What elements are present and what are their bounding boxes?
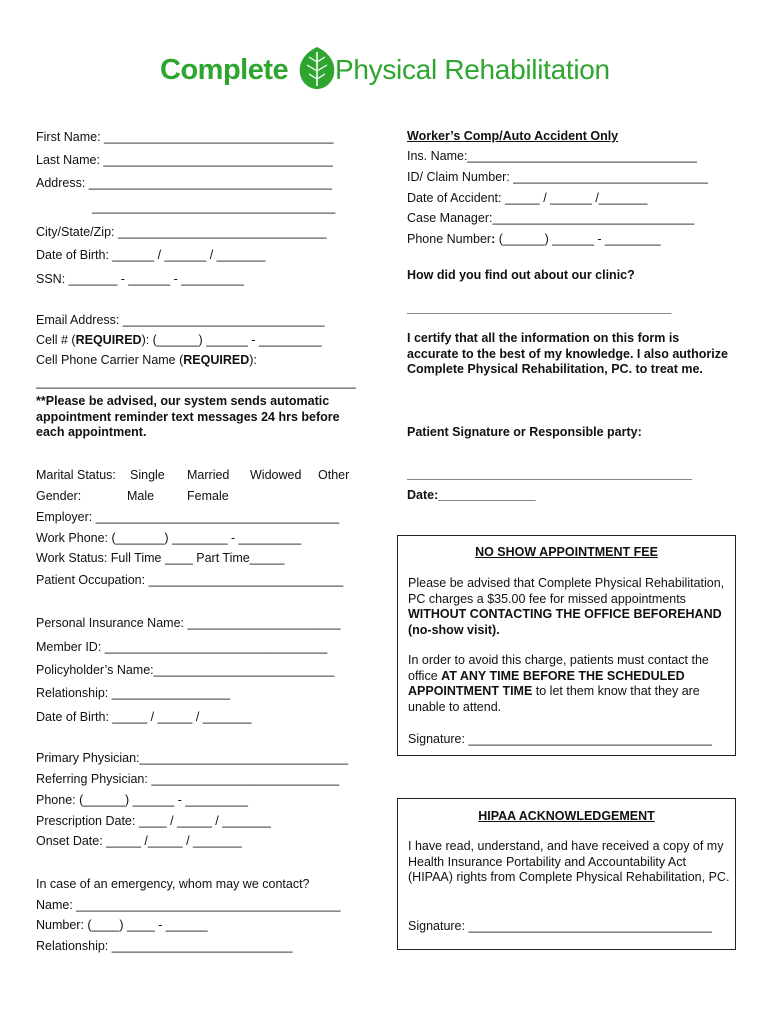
cell-label: Cell # ( [36,333,76,347]
no-show-paragraph-2 [408,653,730,715]
wc-insurance-name-field[interactable]: Ins. Name:_________________________________ [407,149,697,163]
member-id-field[interactable]: Member ID: ________________________________ [36,640,328,654]
onset-date-field[interactable]: Onset Date: _____ /_____ / _______ [36,834,242,848]
address-field[interactable]: Address: ___________________________________ [36,176,333,190]
certification-statement: I certify that all the information on this form is accurate to the best of my knowledge. I also authorize Complete Physical Rehabilitation, PC. to treat me. [407,331,728,376]
hipaa-signature-field[interactable]: Signature: ___________________________________ [408,919,712,933]
policyholder-dob-field[interactable]: Date of Birth: _____ / _____ / _______ [36,710,252,724]
physician-phone-field[interactable]: Phone: (______) ______ - _________ [36,793,248,807]
wc-phone-colon: : [491,232,496,246]
marital-married-option[interactable]: Married [187,468,230,482]
no-show-paragraph-1 [408,576,730,638]
city-state-zip-field[interactable]: City/State/Zip: ______________________________ [36,225,327,239]
prescription-date-field[interactable]: Prescription Date: ____ / _____ / _______ [36,814,271,828]
no-show-signature-field[interactable]: Signature: ___________________________________ [408,732,712,746]
carrier-field[interactable] [36,353,257,368]
case-manager-field[interactable]: Case Manager:_____________________________ [407,211,695,225]
cell-blanks: ): (______) ______ - _________ [141,333,322,347]
no-show-p1-emphasis: WITHOUT CONTACTING THE OFFICE BEFOREHAND (no-show visit). [408,607,722,637]
no-show-p2-text: In order to avoid this charge, patients must contact the office [408,653,709,683]
wc-phone-label: Phone Number [407,232,492,246]
date-of-birth-field[interactable]: Date of Birth: ______ / ______ / _______ [36,248,266,262]
no-show-title: NO SHOW APPOINTMENT FEE [475,545,658,559]
wc-phone-field[interactable] [407,232,661,247]
logo-word-physical-rehabilitation: Physical Rehabilitation [335,54,610,85]
gender-female-option[interactable]: Female [187,489,229,503]
hipaa-statement: I have read, understand, and have received a copy of my Health Insurance Portability and Accountability Act (HIPAA) rights from Complete Physical Rehabilitation, PC. [408,839,730,884]
no-show-p1-text: Please be advised that Complete Physical Rehabilitation, PC charges a $35.00 fee for missed appointments [408,576,725,606]
marital-single-option[interactable]: Single [130,468,165,482]
address-line2-field[interactable]: ___________________________________ [92,200,336,214]
patient-signature-line[interactable]: _________________________________________ [407,467,693,481]
last-name-field[interactable]: Last Name: _________________________________ [36,153,333,167]
hipaa-title: HIPAA ACKNOWLEDGEMENT [478,809,655,823]
gender-label: Gender: [36,489,82,503]
logo-word-complete: Complete [160,54,289,86]
emergency-relationship-field[interactable]: Relationship: __________________________ [36,939,293,953]
workers-comp-heading: Worker’s Comp/Auto Accident Only [407,129,619,143]
accident-date-field[interactable]: Date of Accident: _____ / ______ /_______ [407,191,648,205]
marital-widowed-option[interactable]: Widowed [250,468,302,482]
relationship-field[interactable]: Relationship: _________________ [36,686,230,700]
patient-signature-label: Patient Signature or Responsible party: [407,425,642,439]
referral-question: How did you find out about our clinic? [407,268,635,282]
occupation-field[interactable]: Patient Occupation: ____________________________ [36,573,344,587]
no-show-p2-tail: to let them know that they are unable to attend. [408,684,700,714]
marital-other-option[interactable]: Other [318,468,350,482]
cell-field[interactable] [36,333,322,348]
carrier-label: Cell Phone Carrier Name ( [36,353,184,367]
no-show-fee-box [397,535,736,756]
carrier-suffix: ): [249,353,257,367]
signature-date-field[interactable]: Date:______________ [407,488,536,502]
reminder-notice: **Please be advised, our system sends automatic appointment reminder text messages 24 hrs before each appointment. [36,394,340,439]
employer-field[interactable]: Employer: ___________________________________ [36,510,340,524]
referral-answer-line[interactable]: ______________________________________ [407,301,672,315]
emergency-number-field[interactable]: Number: (____) ____ - ______ [36,918,208,932]
emergency-heading: In case of an emergency, whom may we contact? [36,877,310,891]
marital-status-label: Marital Status: [36,468,116,482]
clinic-logo [0,44,770,100]
hipaa-box [397,798,736,950]
carrier-required: REQUIRED [183,353,250,367]
referring-physician-field[interactable]: Referring Physician: ___________________________ [36,772,340,786]
work-status-field[interactable]: Work Status: Full Time ____ Part Time_____ [36,551,285,565]
cell-required: REQUIRED [75,333,142,347]
carrier-line[interactable]: ______________________________________________ [36,375,356,389]
first-name-field[interactable]: First Name: _________________________________ [36,130,334,144]
no-show-p2-emphasis: AT ANY TIME BEFORE THE SCHEDULED APPOINTMENT TIME [408,668,685,698]
work-phone-field[interactable]: Work Phone: (_______) ________ - _________ [36,531,302,545]
primary-physician-field[interactable]: Primary Physician:______________________________ [36,751,349,765]
leaf-icon [297,46,337,90]
ssn-field[interactable]: SSN: _______ - ______ - _________ [36,272,244,286]
gender-male-option[interactable]: Male [127,489,155,503]
email-field[interactable]: Email Address: _____________________________ [36,313,325,327]
policyholder-field[interactable]: Policyholder’s Name:__________________________ [36,663,335,677]
wc-phone-blanks: (______) ______ - ________ [495,232,661,246]
insurance-name-field[interactable]: Personal Insurance Name: ______________________ [36,616,341,630]
emergency-name-field[interactable]: Name: ______________________________________ [36,898,341,912]
claim-number-field[interactable]: ID/ Claim Number: ____________________________ [407,170,708,184]
